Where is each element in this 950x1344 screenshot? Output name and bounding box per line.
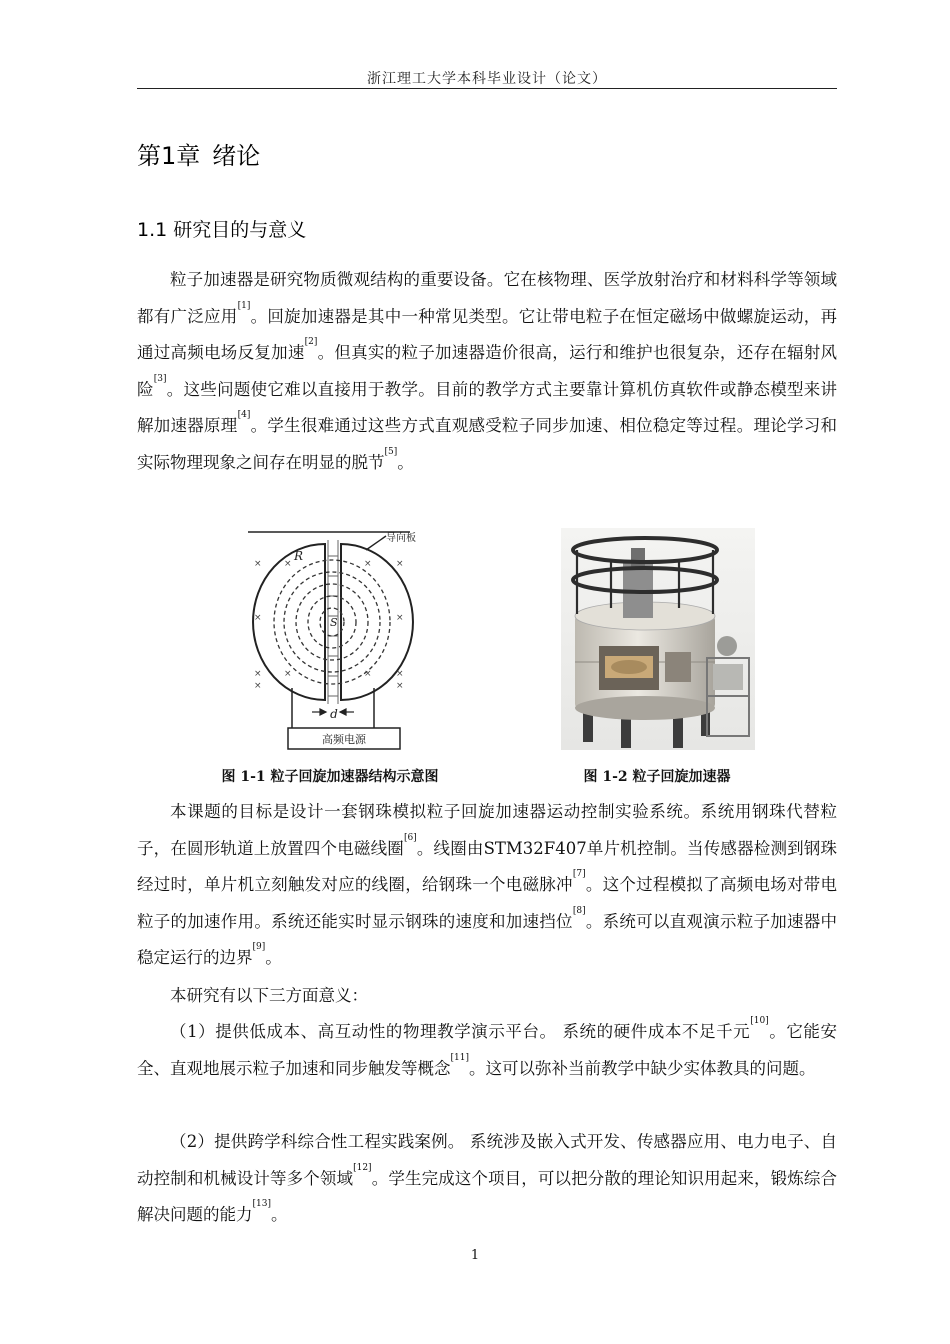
text-run: 。它能安全、直观地展示粒子加速和同步触发等概念	[137, 1022, 838, 1078]
cyclotron-machine-image	[561, 528, 755, 750]
text-run: 。学生很难通过这些方式直观感受粒子同步加速、相位稳定等过程。理论学习和实际物理现象之间存在明显的脱节	[137, 416, 838, 472]
citation-7: [7]	[572, 869, 586, 879]
section-title: 1.1 研究目的与意义	[137, 219, 307, 241]
citation-2: [2]	[304, 337, 318, 347]
citation-12: [12]	[353, 1162, 372, 1173]
citation-9: [9]	[252, 942, 266, 952]
chapter-name: 绪论	[212, 142, 261, 170]
side-port	[665, 652, 691, 682]
rf-column-detail	[631, 548, 645, 568]
citation-5: [5]	[384, 446, 398, 457]
svg-text:×: ×	[254, 681, 262, 691]
citation-8: [8]	[572, 905, 586, 916]
figure-cyclotron-schematic	[246, 526, 416, 752]
citation-3: [3]	[153, 373, 167, 384]
text-run: 。	[397, 452, 414, 472]
text-run: 本研究有以下三方面意义：	[170, 986, 368, 1005]
svg-text:×: ×	[254, 613, 262, 623]
figure-caption-1: 图 1-1 粒子回旋加速器结构示意图	[221, 769, 439, 785]
source-label: S	[330, 616, 338, 629]
text-run: 。学生完成这个项目，可以把分散的理论知识用起来，锻炼综合解决问题的能力	[137, 1168, 838, 1224]
text-run: 。这个过程模拟了高频电场对带电粒子的加速作用。系统还能实时显示钢珠的速度和加速挡位	[137, 875, 838, 931]
text-run: 粒子加速器是研究物质微观结构的重要设备。它在核物理、医学放射治疗和材料科学等领域都有广泛应用	[137, 270, 837, 326]
radius-label: R	[294, 549, 304, 563]
paragraph-intro	[137, 262, 837, 481]
citation-1: [1]	[237, 300, 251, 311]
text-run: 。但真实的粒子加速器造价很高，运行和维护也很复杂，还存在辐射风险	[137, 343, 838, 399]
magnet-bottom	[575, 696, 715, 720]
svg-text:×: ×	[284, 669, 292, 679]
page-number: 1	[470, 1248, 480, 1263]
paragraph-point-2	[137, 1124, 837, 1234]
figure-cyclotron-machine	[561, 528, 755, 750]
cyclotron-schematic-drawing	[246, 526, 416, 752]
svg-text:×: ×	[396, 681, 404, 691]
text-run: 。系统可以直观演示粒子加速器中稳定运行的边界	[137, 911, 838, 967]
text-run: 。线圈由STM32F407单片机控制。当传感器检测到钢珠经过时，单片机立刻触发对应的线圈，给钢珠一个电磁脉冲	[137, 838, 837, 894]
svg-text:×: ×	[254, 669, 262, 679]
text-run: 。	[270, 1205, 288, 1224]
cart-unit	[713, 664, 743, 690]
power-supply-label: 高频电源	[322, 733, 366, 746]
citation-4: [4]	[237, 410, 251, 420]
svg-text:×: ×	[364, 669, 372, 679]
svg-text:×: ×	[254, 559, 262, 569]
text-run: 。这些问题使它难以直接用于教学。目前的教学方式主要靠计算机仿真软件或静态模型来讲解加速器原理	[137, 379, 838, 435]
text-run: （2）提供跨学科综合性工程实践案例。 系统涉及嵌入式开发、传感器应用、电力电子、自动控制和机械设计等多个领域	[137, 1132, 837, 1188]
citation-13: [13]	[252, 1199, 271, 1209]
svg-text:×: ×	[396, 613, 404, 623]
citation-6: [6]	[403, 832, 417, 843]
guide-plate-pointer	[366, 536, 386, 550]
guide-plate-label: 导向板	[386, 533, 416, 544]
gap-label: d	[330, 707, 338, 721]
figure-caption-2: 图 1-2 粒子回旋加速器	[583, 769, 731, 785]
text-run: 本课题的目标是设计一套钢珠模拟粒子回旋加速器运动控制实验系统。系统用钢珠代替粒子，在圆形轨道上放置四个电磁线圈	[137, 802, 837, 858]
svg-text:×: ×	[396, 559, 404, 569]
paragraph-significance	[137, 978, 837, 1015]
svg-text:×: ×	[396, 669, 404, 679]
citation-11: [11]	[450, 1052, 469, 1063]
cart-pump	[717, 636, 737, 656]
chapter-number: 第1章	[137, 142, 201, 170]
svg-text:×: ×	[284, 559, 292, 569]
text-run: （1）提供低成本、高互动性的物理教学演示平台。 系统的硬件成本不足千元	[170, 1022, 751, 1041]
citation-10: [10]	[750, 1016, 769, 1026]
text-run: 。回旋加速器是其中一种常见类型。它让带电粒子在恒定磁场中做螺旋运动，再通过高频电场反复加速	[137, 306, 838, 362]
dee-inner	[611, 660, 647, 674]
chapter-title	[137, 136, 260, 171]
text-run: 。	[265, 948, 282, 967]
paragraph-goal	[137, 794, 837, 977]
running-header: 浙江理工大学本科毕业设计（论文）	[367, 71, 607, 87]
magnetic-field-marks	[254, 559, 404, 691]
header-rule	[137, 88, 837, 89]
paragraph-point-1	[137, 1014, 837, 1087]
text-run: 。这可以弥补当前教学中缺少实体教具的问题。	[468, 1058, 816, 1078]
svg-text:×: ×	[364, 559, 372, 569]
